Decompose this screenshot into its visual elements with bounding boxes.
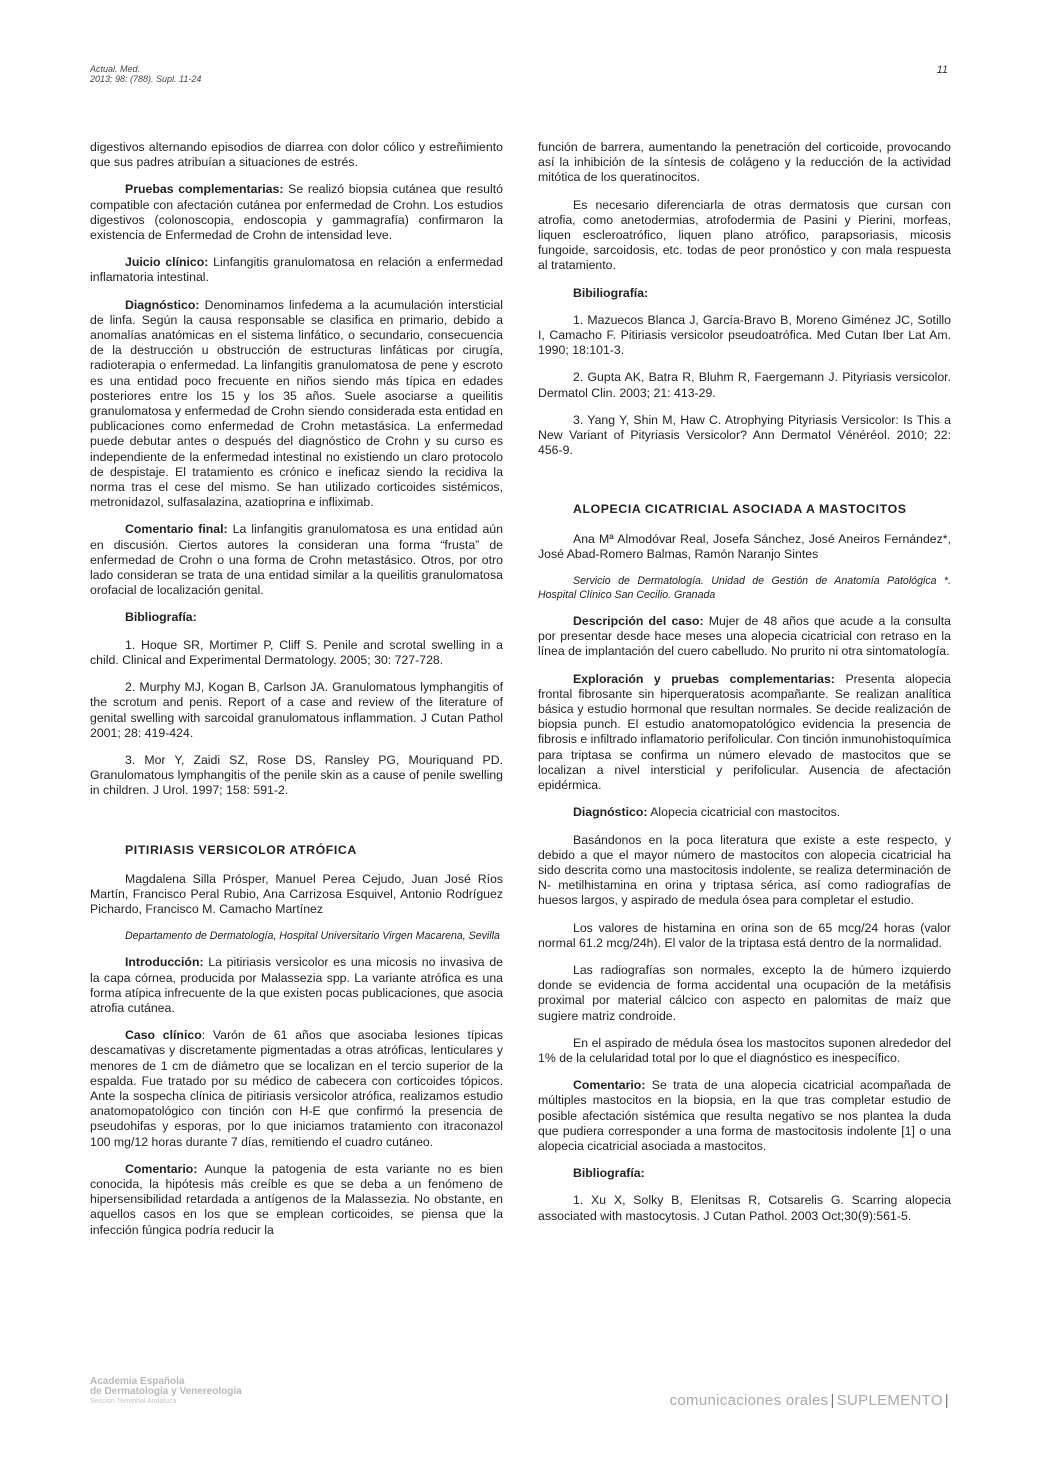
paragraph-text: Se realizó biopsia cutánea que resultó compatible con afectación cutánea por enfermedad de Crohn. Los estudios digestivos (colonoscopia, endoscopia y gammagrafía) confirmaron la existencia de Enfermedad de Crohn de intensidad leve. <box>90 182 503 243</box>
paragraph: Las radiografías son normales, excepto la de húmero izquierdo donde se evidencia de forma accidental una ocupación de la metáfisis proximal por material cálcico con aspecto en palomitas de maíz que sugiere matriz condroide. <box>538 962 951 1023</box>
paragraph-text: Linfangitis granulomatosa en relación a enfermedad inflamatoria intestinal. <box>90 255 503 285</box>
paragraph: En el aspirado de médula ósea los mastocitos suponen alrededor del 1% de la celularidad total por lo que el diagnóstico es inespecífico. <box>538 1035 951 1065</box>
reference-item: 2. Murphy MJ, Kogan B, Carlson JA. Granulomatous lymphangitis of the scrotum and penis. Report of a case and review of the literature of genital swelling with sarcoidal granulomatous inflammation. J Cutan Pathol 2001; 28: 419-424. <box>90 680 503 740</box>
run-in-heading: Comentario: <box>573 1078 646 1093</box>
left-column <box>90 140 503 1250</box>
paragraph: función de barrera, aumentando la penetración del corticoide, provocando así la inhibición de la síntesis de colágeno y la reducción de la actividad mitótica de los queratinocitos. <box>538 140 951 185</box>
run-in-heading: Juicio clínico: <box>125 255 209 270</box>
paragraph: Los valores de histamina en orina son de 65 mcg/24 horas (valor normal 61.2 mcg/24h). El valor de la triptasa está dentro de la normalidad. <box>538 920 951 950</box>
author-list: Ana Mª Almodóvar Real, Josefa Sánchez, José Aneiros Fernández*, José Abad-Romero Balmas, Ramón Naranjo Sintes <box>538 531 951 561</box>
paragraph <box>538 614 951 660</box>
paragraph-text: La linfangitis granulomatosa es una entidad aún en discusión. Ciertos autores la consideran una forma “frusta” de enfermedad de Crohn o una forma de Crohn metastásico. Otros, por otro lado consideran se trata de una entidad similar a la queilitis granulomatosa orofacial de localización genital. <box>90 522 503 598</box>
paragraph <box>538 672 951 794</box>
academy-name-line1: Academia Española <box>90 1376 185 1387</box>
paragraph: Es necesario diferenciarla de otras dermatosis que cursan con atrofia, como anetodermias, atrofodermia de Pasini y Pierini, morfeas, liquen escleroatrófico, liquen plano atrófico, parapsoriasis, micosis fungoide, sarcoidosis, etc. todas de peor pronóstico y con mala respuesta al tratamiento. <box>538 197 951 273</box>
paragraph: digestivos alternando episodios de diarrea con dolor cólico y estreñimiento que sus padres atribuían a situaciones de estrés. <box>90 140 503 170</box>
reference-item: 2. Gupta AK, Batra R, Bluhm R, Faergemann J. Pityriasis versicolor. Dermatol Clin. 2003; 21: 413-29. <box>538 370 951 400</box>
right-column <box>538 140 951 1236</box>
run-in-heading: Comentario: <box>125 1161 198 1176</box>
paragraph <box>90 255 503 285</box>
paragraph-text: Presenta alopecia frontal fibrosante sin hiperqueratosis acompañante. Se realizan analítica básica y estudio hormonal que resultan normales. Se decide realización de biopsia punch. El estudio anatomopatológico evidencia la presencia de fibrosis e infiltrado inflamatorio perifolicular. Con tinción inmunohistoquímica para triptasa se confirma un número elevado de mastocitos que se localizan a nivel intersticial y perifolicular. Ausencia de afectación epidérmica. <box>538 671 951 793</box>
academy-logo-text <box>90 1377 242 1407</box>
reference-item: 3. Mor Y, Zaidi SZ, Rose DS, Ransley PG, Mouriquand PD. Granulomatous lymphangitis of the penile skin as a cause of penile swelling in children. J Urol. 1997; 158: 591-2. <box>90 752 503 798</box>
section-title: PITIRIASIS VERSICOLOR ATRÓFICA <box>125 842 357 857</box>
run-in-heading: Introducción: <box>125 955 204 970</box>
page-number: 11 <box>936 64 948 76</box>
paragraph <box>538 805 951 820</box>
bibliography-heading: Bibliografía: <box>125 610 197 625</box>
paragraph-text: Aunque la patogenia de esta variante no es bien conocida, la hipótesis más creíble es que se deba a un fenómeno de hipersensibilidad retardada a antígenos de la Malassezia. No obstante, en aquellos casos en los que se emplean corticoides, se piensa que la infección fúngica podría reducir la <box>90 1161 503 1237</box>
run-in-heading: Descripción del caso: <box>573 614 704 629</box>
run-in-heading: Diagnóstico: <box>125 297 200 312</box>
paragraph <box>90 182 503 243</box>
running-header <box>90 64 201 84</box>
separator: | <box>830 1392 835 1409</box>
footer-label-left: comunicaciones orales <box>669 1392 829 1409</box>
reference-item: 1. Xu X, Solky B, Elenitsas R, Cotsarelis G. Scarring alopecia associated with mastocytosis. J Cutan Pathol. 2003 Oct;30(9):561-5. <box>538 1193 951 1223</box>
paragraph-text: Mujer de 48 años que acude a la consulta por presentar desde hace meses una alopecia cicatricial con retraso en la línea de implantación del cuero cabelludo. No prurito ni otra sintomatología. <box>538 614 951 659</box>
paragraph <box>90 1028 503 1150</box>
paragraph <box>90 298 503 511</box>
paragraph: Basándonos en la poca literatura que existe a este respecto, y debido a que el mayor número de mastocitos con alopecia cicatricial ha sido descrita como una mastocitosis indolente, se realiza determinación de N- metilhistamina en orina y triptasa sérica, así como radiografías de huesos largos, y aspirado de medula ósea para completar el estudio. <box>538 832 951 908</box>
author-list: Magdalena Silla Prósper, Manuel Perea Cejudo, Juan José Ríos Martín, Francisco Peral Rubio, Ana Carrizosa Esquivel, Antonio Rodríguez Pichardo, Francisco M. Camacho Martínez <box>90 871 503 917</box>
run-in-heading: Caso clínico <box>125 1028 202 1043</box>
run-in-heading: Comentario final: <box>125 522 228 537</box>
journal-name: Actual. Med. <box>90 64 141 74</box>
academy-section: Sección Territorial Andaluza <box>90 1398 177 1405</box>
paragraph <box>90 1162 503 1238</box>
footer-label-right: SUPLEMENTO <box>836 1392 943 1409</box>
paragraph-text: La pitiriasis versicolor es una micosis no invasiva de la capa córnea, producida por Malassezia spp. La variante atrófica es una forma atípica infrecuente de la que existen pocas publicaciones, que asocia atrofia cutánea. <box>90 955 503 1015</box>
paragraph <box>90 522 503 598</box>
affiliation: Servicio de Dermatología. Unidad de Gestión de Anatomía Patológica *. Hospital Clínico San Cecilio. Granada <box>538 575 951 602</box>
footer-label <box>670 1392 951 1409</box>
bibliography-heading: Bibliografía: <box>573 1166 645 1181</box>
journal-citation: 2013; 98: (788). Supl. 11-24 <box>90 74 202 84</box>
paragraph-text: Se trata de una alopecia cicatricial acompañada de múltiples mastocitos en la biopsia, en la que tras completar estudio de posible afectación sistémica que resulta negativo se nos plantea la duda que pudiera corresponder a una forma de mastocitosis indolente [1] o una alopecia cicatricial asociada a mastocitos. <box>538 1078 951 1153</box>
reference-item: 1. Hoque SR, Mortimer P, Cliff S. Penile and scrotal swelling in a child. Clinical and Experimental Dermatology. 2005; 30: 727-728. <box>90 637 503 667</box>
run-in-heading: Diagnóstico: <box>573 805 648 820</box>
academy-name-line2: de Dermatología y Venereología <box>90 1386 242 1397</box>
paragraph-text: : Varón de 61 años que asociaba lesiones típicas descamativas y discretamente pigmentadas a otras atróficas, lenticulares y menores de 1 cm de diámetro que se localizan en el tercio superior de la espalda. Fue tratado por su médico de cabecera con corticoides tópicos. Ante la sospecha clínica de pitiriasis versicolor atrófica, realizamos estudio anatomopatológico con tinción con H-E que confirmó la presencia de pseudohifas y esporas, por lo que iniciamos tratamiento con itraconazol 100 mg/12 horas durante 7 días, remitiendo el cuadro cutáneo. <box>90 1028 503 1149</box>
paragraph <box>538 1078 951 1154</box>
section-title: ALOPECIA CICATRICIAL ASOCIADA A MASTOCITOS <box>573 502 907 517</box>
paragraph-text: Alopecia cicatricial con mastocitos. <box>647 805 841 820</box>
reference-item: 1. Mazuecos Blanca J, García-Bravo B, Moreno Giménez JC, Sotillo I, Camacho F. Pitiriasis versicolor pseudoatrófica. Med Cutan Iber Lat Am. 1990; 18:101-3. <box>538 312 951 358</box>
bibliography-heading: Bibiliografía: <box>573 285 649 300</box>
reference-item: 3. Yang Y, Shin M, Haw C. Atrophying Pityriasis Versicolor: Is This a New Variant of Pityriasis Versicolor? Ann Dermatol Vénéréol. 2010; 22: 456-9. <box>538 412 951 458</box>
run-in-heading: Exploración y pruebas complementarias: <box>573 671 835 686</box>
run-in-heading: Pruebas complementarias: <box>125 182 284 197</box>
paragraph <box>90 955 503 1016</box>
paragraph-text: Denominamos linfedema a la acumulación intersticial de linfa. Según la causa responsable se clasifica en primario, debido a anomalías anatómicas en el sistema linfático, o secundario, consecuencia de la destrucción u obstrucción de estructuras linfáticas por cirugía, radioterapia o enfermedad. La linfangitis granulomatosa de pene y escroto es una entidad poco frecuente en niños siendo más típica en edades posteriores entre los 15 y los 35 años. Suele asociarse a queilitis granulomatosa y enfermedad de Crohn siendo considerada esta entidad en publicaciones como enfermedad de Crohn metastásica. La enfermedad puede debutar antes o después del diagnóstico de Crohn y su curso es independiente de la enfermedad intestinal no existiendo un claro protocolo de despistaje. El tratamiento es crónico e ineficaz siendo la recidiva la norma tras el cese del mismo. Se han utilizado corticoides sistémicos, metronidazol, sulfasalazina, azatioprina e infliximab. <box>90 297 503 510</box>
separator: | <box>944 1392 949 1409</box>
affiliation: Departamento de Dermatología, Hospital Universitario Virgen Macarena, Sevilla <box>125 930 500 943</box>
